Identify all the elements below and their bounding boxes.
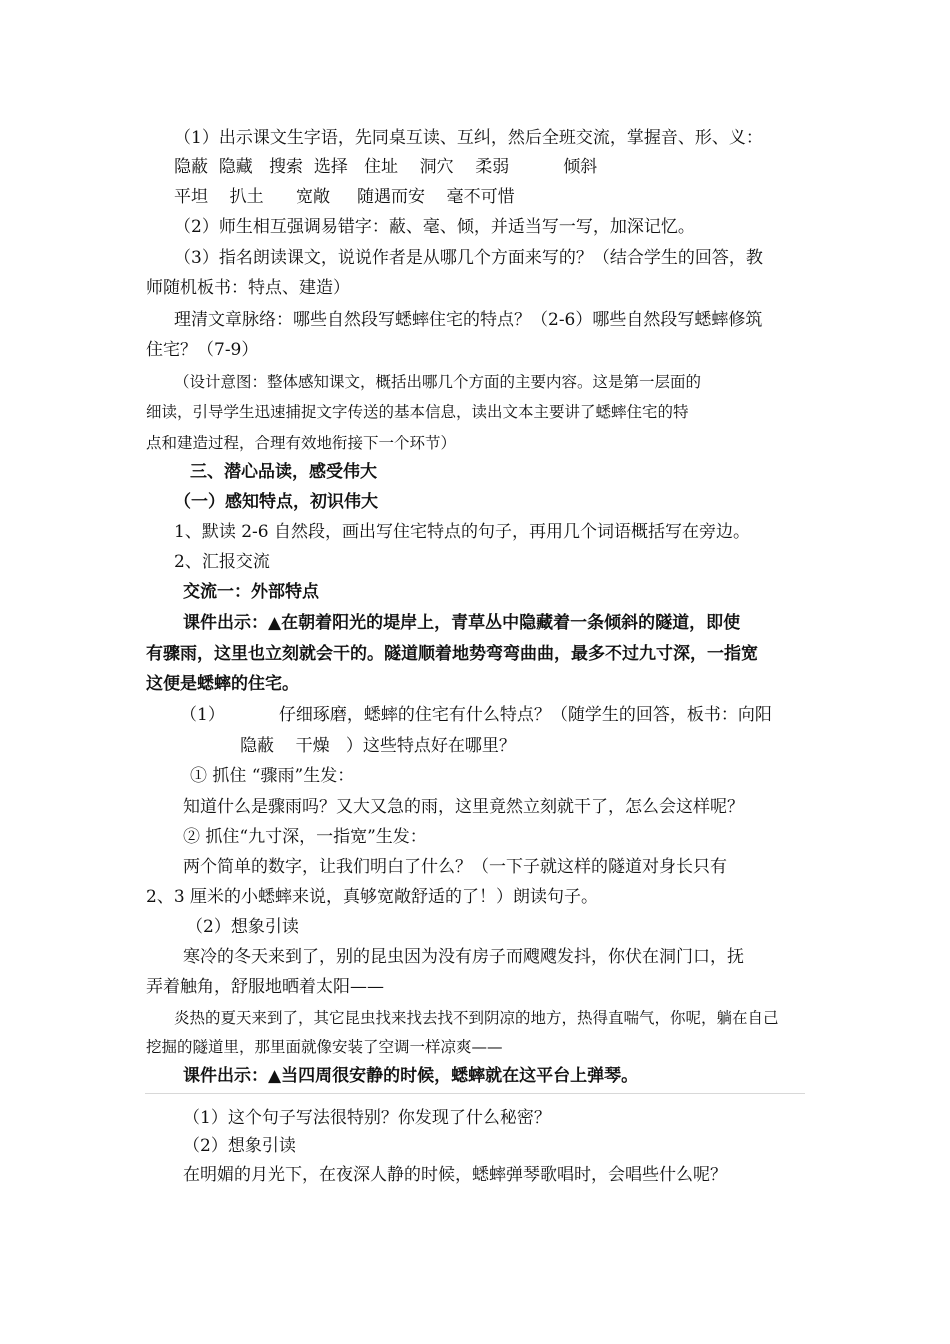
paragraph-line: 理清文章脉络：哪些自然段写蟋蟀住宅的特点？（2-6）哪些自然段写蟋蟀修筑: [174, 310, 763, 330]
paragraph-line: ② 抓住“九寸深，一指宽”生发：: [183, 827, 427, 847]
courseware-line: 这便是蟋蟀的住宅。: [146, 674, 299, 694]
paragraph-line: 弄着触角，舒服地晒着太阳——: [146, 977, 384, 997]
paragraph-line: ① 抓住 “骤雨”生发：: [190, 766, 355, 786]
paragraph-line: 两个简单的数字，让我们明白了什么？（一下子就这样的隧道对身长只有: [183, 857, 727, 877]
divider: [145, 1093, 805, 1094]
paragraph-line: 住宅？（7-9）: [146, 340, 259, 360]
question-line: （1）这个句子写法很特别？你发现了什么秘密？: [183, 1108, 551, 1128]
paragraph-line: 寒冷的冬天来到了，别的昆虫因为没有房子而飕飕发抖，你伏在洞门口，抚: [183, 947, 744, 967]
question-line: （1） 仔细琢磨，蟋蟀的住宅有什么特点？（随学生的回答，板书：向阳: [180, 705, 772, 725]
paragraph-line: （1）出示课文生字语，先同桌互读、互纠，然后全班交流，掌握音、形、义：: [174, 128, 763, 148]
paragraph-line: 炎热的夏天来到了，其它昆虫找来找去找不到阴凉的地方，热得直喘气，你呢，躺在自己: [174, 1009, 779, 1027]
paragraph-line: 知道什么是骤雨吗？又大又急的雨，这里竟然立刻就干了，怎么会这样呢？: [183, 797, 744, 817]
section-heading: 三、潜心品读，感受伟大: [190, 462, 377, 482]
vocabulary-line: 平坦 扒土 宽敞 随遇而安 毫不可惜: [174, 187, 515, 207]
paragraph-line: （3）指名朗读课文，说说作者是从哪几个方面来写的？（结合学生的回答，教: [174, 248, 763, 268]
paragraph-line: 2、汇报交流: [174, 552, 270, 572]
vocabulary-line: 隐蔽 隐藏 搜索 选择 住址 洞穴 柔弱 倾斜: [174, 157, 598, 177]
subsection-heading: （一）感知特点，初识伟大: [174, 492, 378, 512]
paragraph-line: 师随机板书：特点、建造）: [146, 278, 350, 298]
paragraph-line: 在明媚的月光下，在夜深人静的时候，蟋蟀弹琴歌唱时，会唱些什么呢？: [183, 1165, 727, 1185]
paragraph-line: 2、3 厘米的小蟋蟀来说，真够宽敞舒适的了！）朗读句子。: [146, 887, 599, 907]
paragraph-line: 挖掘的隧道里，那里面就像安装了空调一样凉爽——: [146, 1038, 503, 1056]
design-note-line: 点和建造过程，合理有效地衔接下一个环节）: [146, 434, 457, 452]
design-note-line: （设计意图：整体感知课文，概括出哪几个方面的主要内容。这是第一层面的: [174, 373, 702, 391]
paragraph-line: （2）师生相互强调易错字：蔽、毫、倾，并适当写一写，加深记忆。: [174, 217, 695, 237]
courseware-line: 有骤雨，这里也立刻就会干的。隧道顺着地势弯弯曲曲，最多不过九寸深，一指宽: [146, 644, 758, 664]
paragraph-line: （2）想象引读: [183, 1136, 296, 1156]
design-note-line: 细读，引导学生迅速捕捉文字传送的基本信息，读出文本主要讲了蟋蟀住宅的特: [146, 403, 689, 421]
courseware-line: 课件出示：▲在朝着阳光的堤岸上，青草丛中隐藏着一条倾斜的隧道，即使: [183, 613, 741, 633]
exchange-heading: 交流一：外部特点: [183, 582, 319, 602]
paragraph-line: 1、默读 2-6 自然段，画出写住宅特点的句子，再用几个词语概括写在旁边。: [174, 522, 750, 542]
question-line: 隐蔽 干燥 ）这些特点好在哪里？: [240, 736, 516, 756]
courseware-line: 课件出示：▲当四周很安静的时候，蟋蟀就在这平台上弹琴。: [183, 1066, 639, 1086]
paragraph-line: （2）想象引读: [186, 917, 299, 937]
